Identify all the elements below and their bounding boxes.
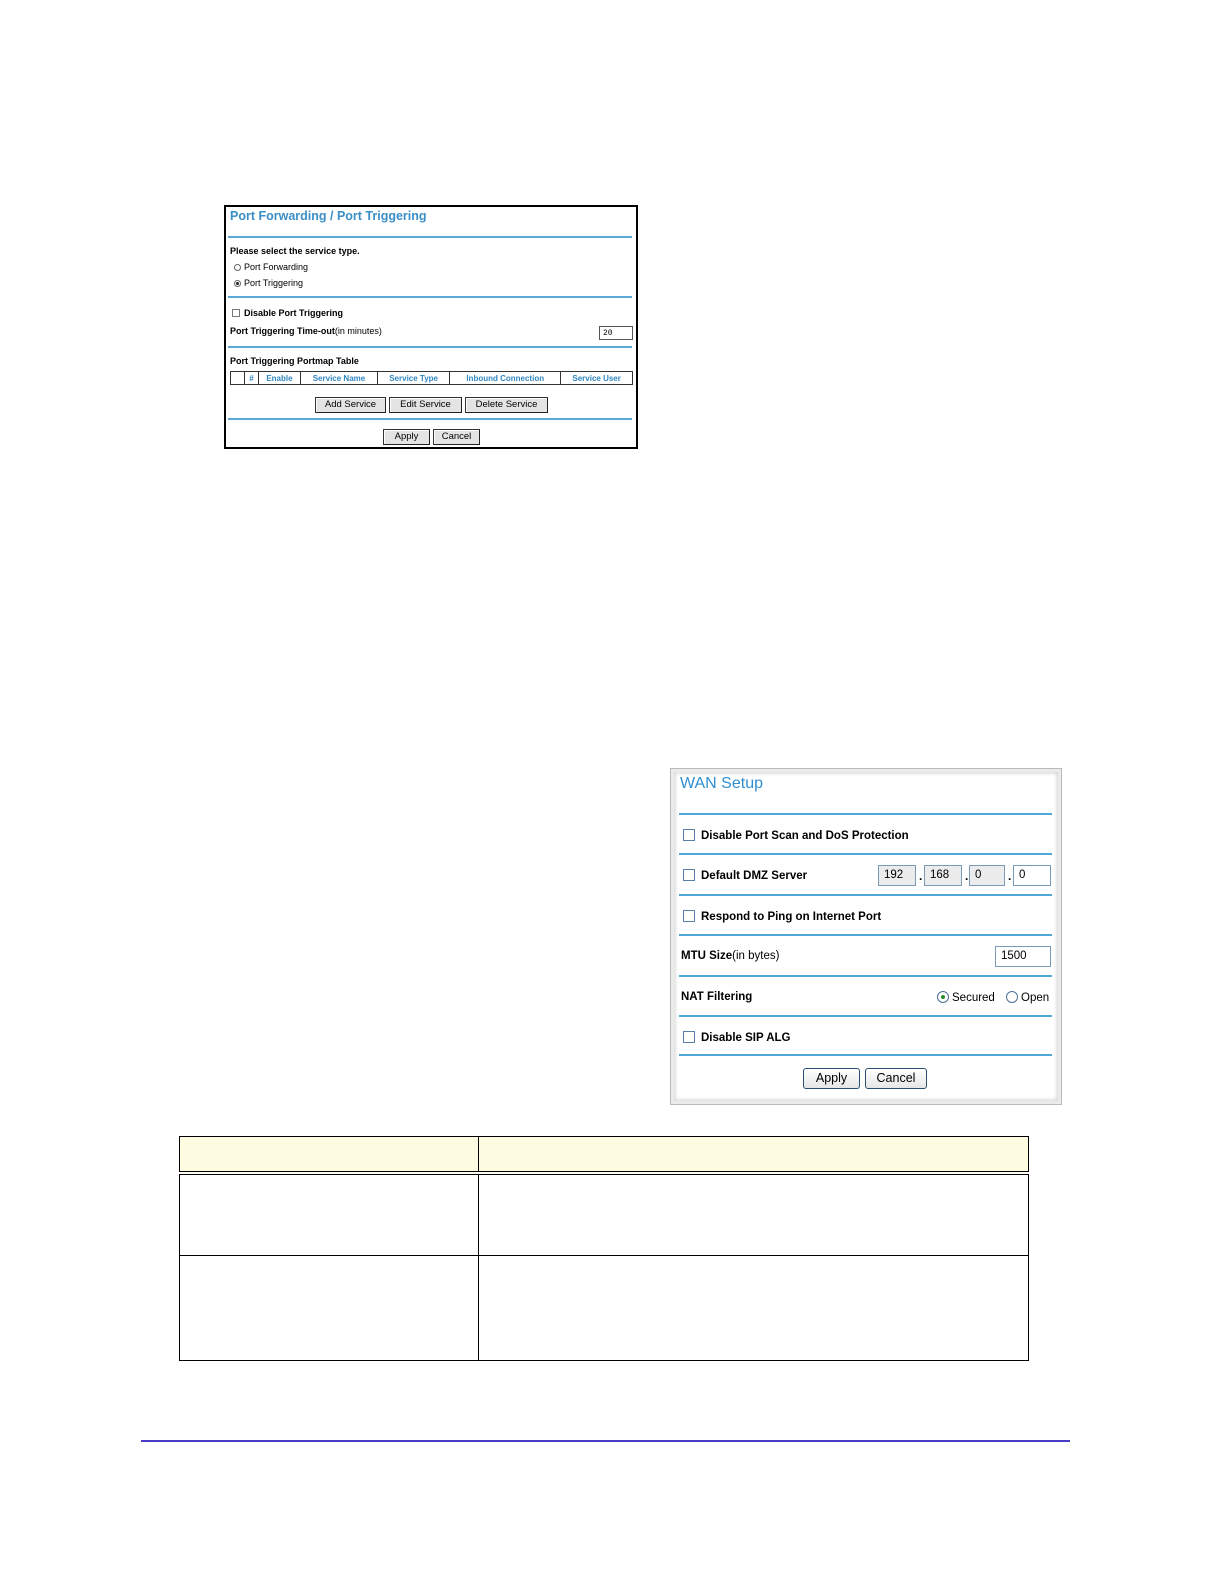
wan-divider — [679, 975, 1052, 977]
col-service-name: Service Name — [300, 372, 377, 385]
radio-port-triggering[interactable] — [234, 280, 241, 287]
dmz-server-label: Default DMZ Server — [701, 870, 808, 882]
dmz-ip-octet-4[interactable]: 0 — [1013, 865, 1051, 886]
wan-title: WAN Setup — [680, 775, 763, 792]
table-cell — [180, 1173, 479, 1255]
dmz-server-checkbox[interactable] — [683, 869, 695, 881]
col-number: # — [245, 372, 259, 385]
nat-open-radio[interactable] — [1006, 991, 1018, 1003]
disable-sip-row[interactable] — [683, 1031, 790, 1044]
dmz-ip-octet-2[interactable]: 168 — [924, 865, 962, 886]
mtu-row — [681, 950, 779, 962]
portmap-table-title: Port Triggering Portmap Table — [230, 356, 359, 366]
col-service-user: Service User — [561, 372, 633, 385]
wan-divider — [679, 1054, 1052, 1056]
timeout-unit: (in minutes) — [334, 326, 382, 336]
settings-description-table — [179, 1136, 1029, 1361]
disable-port-triggering-checkbox[interactable] — [232, 309, 240, 317]
nat-secured-label: Secured — [952, 992, 995, 1004]
nat-secured-option[interactable] — [937, 991, 995, 1004]
respond-ping-row[interactable] — [683, 910, 881, 923]
col-service-type: Service Type — [378, 372, 450, 385]
wan-setup-screenshot — [670, 768, 1062, 1105]
delete-service-button[interactable]: Delete Service — [465, 397, 548, 413]
table-row — [180, 1255, 1029, 1360]
pf-timeout-row — [230, 326, 382, 336]
table-row — [180, 1173, 1029, 1255]
footer-rule — [141, 1440, 1070, 1442]
wan-apply-button[interactable]: Apply — [803, 1068, 860, 1089]
radio-port-forwarding[interactable] — [234, 264, 241, 271]
dmz-row[interactable] — [683, 869, 807, 882]
port-triggering-screenshot — [224, 205, 638, 449]
wan-divider — [679, 894, 1052, 896]
header-cell-setting — [180, 1137, 479, 1174]
table-cell — [479, 1255, 1029, 1360]
pf-disable-triggering[interactable] — [232, 308, 343, 318]
mtu-label: MTU Size — [681, 950, 733, 962]
pf-option-port-forwarding[interactable] — [234, 262, 308, 272]
add-service-button[interactable]: Add Service — [315, 397, 386, 413]
pf-divider — [228, 418, 632, 420]
nat-secured-radio[interactable] — [937, 991, 949, 1003]
pf-divider — [228, 346, 632, 348]
table-header-row — [180, 1137, 1029, 1174]
portmap-table-header — [231, 372, 633, 385]
pf-title: Port Forwarding / Port Triggering — [230, 209, 427, 223]
respond-ping-checkbox[interactable] — [683, 910, 695, 922]
ip-dot: . — [1008, 869, 1012, 883]
portmap-table — [230, 371, 633, 385]
nat-filtering-label: NAT Filtering — [681, 991, 753, 1003]
ip-dot: . — [965, 869, 969, 883]
disable-port-scan-row[interactable] — [683, 829, 909, 842]
disable-sip-label: Disable SIP ALG — [701, 1032, 791, 1044]
ip-dot: . — [919, 869, 923, 883]
wan-divider — [679, 1015, 1052, 1017]
disable-sip-checkbox[interactable] — [683, 1031, 695, 1043]
disable-port-scan-label: Disable Port Scan and DoS Protection — [701, 830, 909, 842]
col-inbound-connection: Inbound Connection — [450, 372, 561, 385]
wan-divider — [679, 934, 1052, 936]
mtu-input[interactable]: 1500 — [995, 946, 1051, 967]
pf-option-port-triggering[interactable] — [234, 278, 303, 288]
edit-service-button[interactable]: Edit Service — [389, 397, 462, 413]
table-cell — [479, 1173, 1029, 1255]
disable-port-scan-checkbox[interactable] — [683, 829, 695, 841]
timeout-input[interactable]: 20 — [599, 326, 633, 340]
pf-divider — [228, 236, 632, 238]
nat-open-label: Open — [1021, 992, 1050, 1004]
nat-open-option[interactable] — [1006, 991, 1049, 1004]
disable-port-triggering-label: Disable Port Triggering — [244, 308, 344, 318]
pf-cancel-button[interactable]: Cancel — [433, 429, 480, 445]
respond-ping-label: Respond to Ping on Internet Port — [701, 911, 882, 923]
timeout-label: Port Triggering Time-out — [230, 326, 335, 336]
wan-cancel-button[interactable]: Cancel — [865, 1068, 927, 1089]
table-cell — [180, 1255, 479, 1360]
pf-service-type-prompt: Please select the service type. — [230, 246, 360, 256]
pf-apply-button[interactable]: Apply — [383, 429, 430, 445]
radio-port-forwarding-label: Port Forwarding — [244, 262, 309, 272]
dmz-ip-octet-3[interactable]: 0 — [969, 865, 1005, 886]
dmz-ip-octet-1[interactable]: 192 — [878, 865, 916, 886]
col-enable: Enable — [259, 372, 301, 385]
wan-divider — [679, 853, 1052, 855]
mtu-unit: (in bytes) — [732, 950, 780, 962]
pf-divider — [228, 296, 632, 298]
header-cell-description — [479, 1137, 1029, 1174]
wan-divider — [679, 813, 1052, 815]
col-select — [231, 372, 245, 385]
radio-port-triggering-label: Port Triggering — [244, 278, 304, 288]
